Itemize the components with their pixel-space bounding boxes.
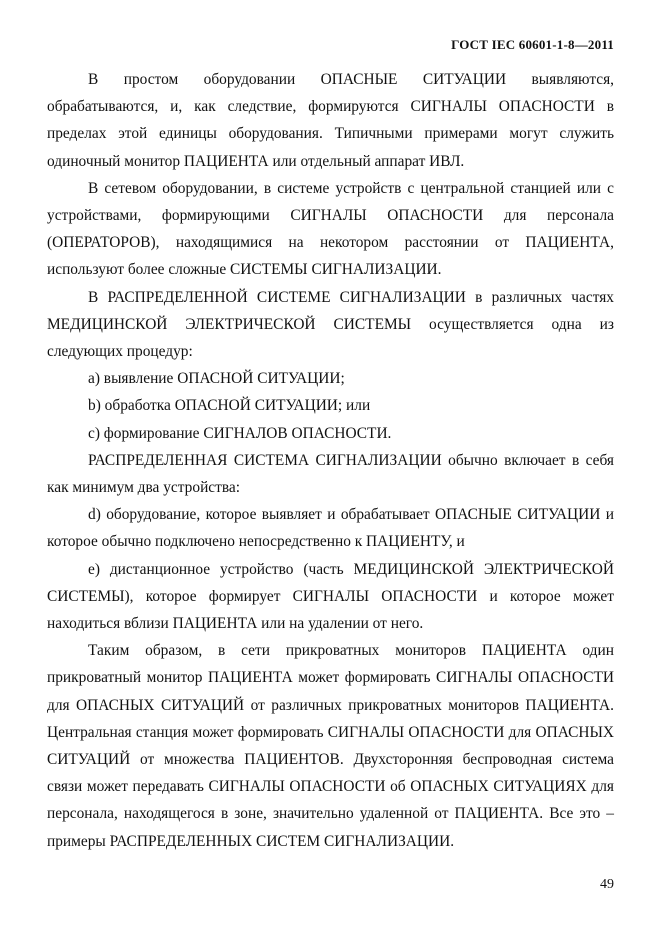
list-item-d: d) оборудование, которое выявляет и обрабатывает ОПАСНЫЕ СИТУАЦИИ и которое обычно подключено непосредственно к ПАЦИЕНТУ, и (47, 506, 614, 551)
paragraph-4: РАСПРЕДЕЛЕННАЯ СИСТЕМА СИГНАЛИЗАЦИИ обычно включает в себя как минимум два устройства: (47, 451, 614, 497)
paragraph-5: Таким образом, в сети прикроватных мониторов ПАЦИЕНТА один прикроватный монитор ПАЦИЕНТА может формировать СИГНАЛЫ ОПАСНОСТИ для ОПАСНЫХ СИТУАЦИЙ от различных прикроватных мониторов ПАЦИЕНТА. Центральная станция может формировать СИГНАЛЫ ОПАСНОСТИ для ОПАСНЫХ СИТУАЦИЙ от множества ПАЦИЕНТОВ. Двухсторонняя беспроводная система связи может передавать СИГНАЛЫ ОПАСНОСТИ об ОПАСНЫХ СИТУАЦИЯХ для персонала, находящегося в зоне, значительно удаленной от ПАЦИЕНТА. Все это – примеры РАСПРЕДЕЛЕННЫХ СИСТЕМ СИГНАЛИЗАЦИИ. (47, 642, 614, 850)
standard-header: ГОСТ IEC 60601-1-8—2011 (451, 37, 614, 52)
paragraph-3: В РАСПРЕДЕЛЕННОЙ СИСТЕМЕ СИГНАЛИЗАЦИИ в различных частях МЕДИЦИНСКОЙ ЭЛЕКТРИЧЕСКОЙ СИСТЕМЫ осуществляется одна из следующих процедур: (47, 288, 614, 361)
list-item-e: e) дистанционное устройство (часть МЕДИЦИНСКОЙ ЭЛЕКТРИЧЕСКОЙ СИСТЕМЫ), которое формирует СИГНАЛЫ ОПАСНОСТИ и которое может находиться вблизи ПАЦИЕНТА или на удалении от него. (47, 560, 614, 633)
list-item-c: c) формирование СИГНАЛОВ ОПАСНОСТИ. (88, 424, 392, 442)
page-number: 49 (600, 877, 614, 892)
list-item-a: a) выявление ОПАСНОЙ СИТУАЦИИ; (88, 370, 345, 388)
paragraph-1: В простом оборудовании ОПАСНЫЕ СИТУАЦИИ выявляются, обрабатываются, и, как следствие, формируются СИГНАЛЫ ОПАСНОСТИ в пределах этой единицы оборудования. Типичными примерами могут служить одиночный монитор ПАЦИЕНТА или отдельный аппарат ИВЛ. (47, 71, 614, 170)
paragraph-2: В сетевом оборудовании, в системе устройств с центральной станцией или с устройствами, формирующими СИГНАЛЫ ОПАСНОСТИ для персонала (ОПЕРАТОРОВ), находящимися на некотором расстоянии от ПАЦИЕНТА, используют более сложные СИСТЕМЫ СИГНАЛИЗАЦИИ. (47, 179, 614, 279)
body-text (47, 66, 614, 855)
list-item-b: b) обработка ОПАСНОЙ СИТУАЦИИ; или (88, 397, 371, 415)
